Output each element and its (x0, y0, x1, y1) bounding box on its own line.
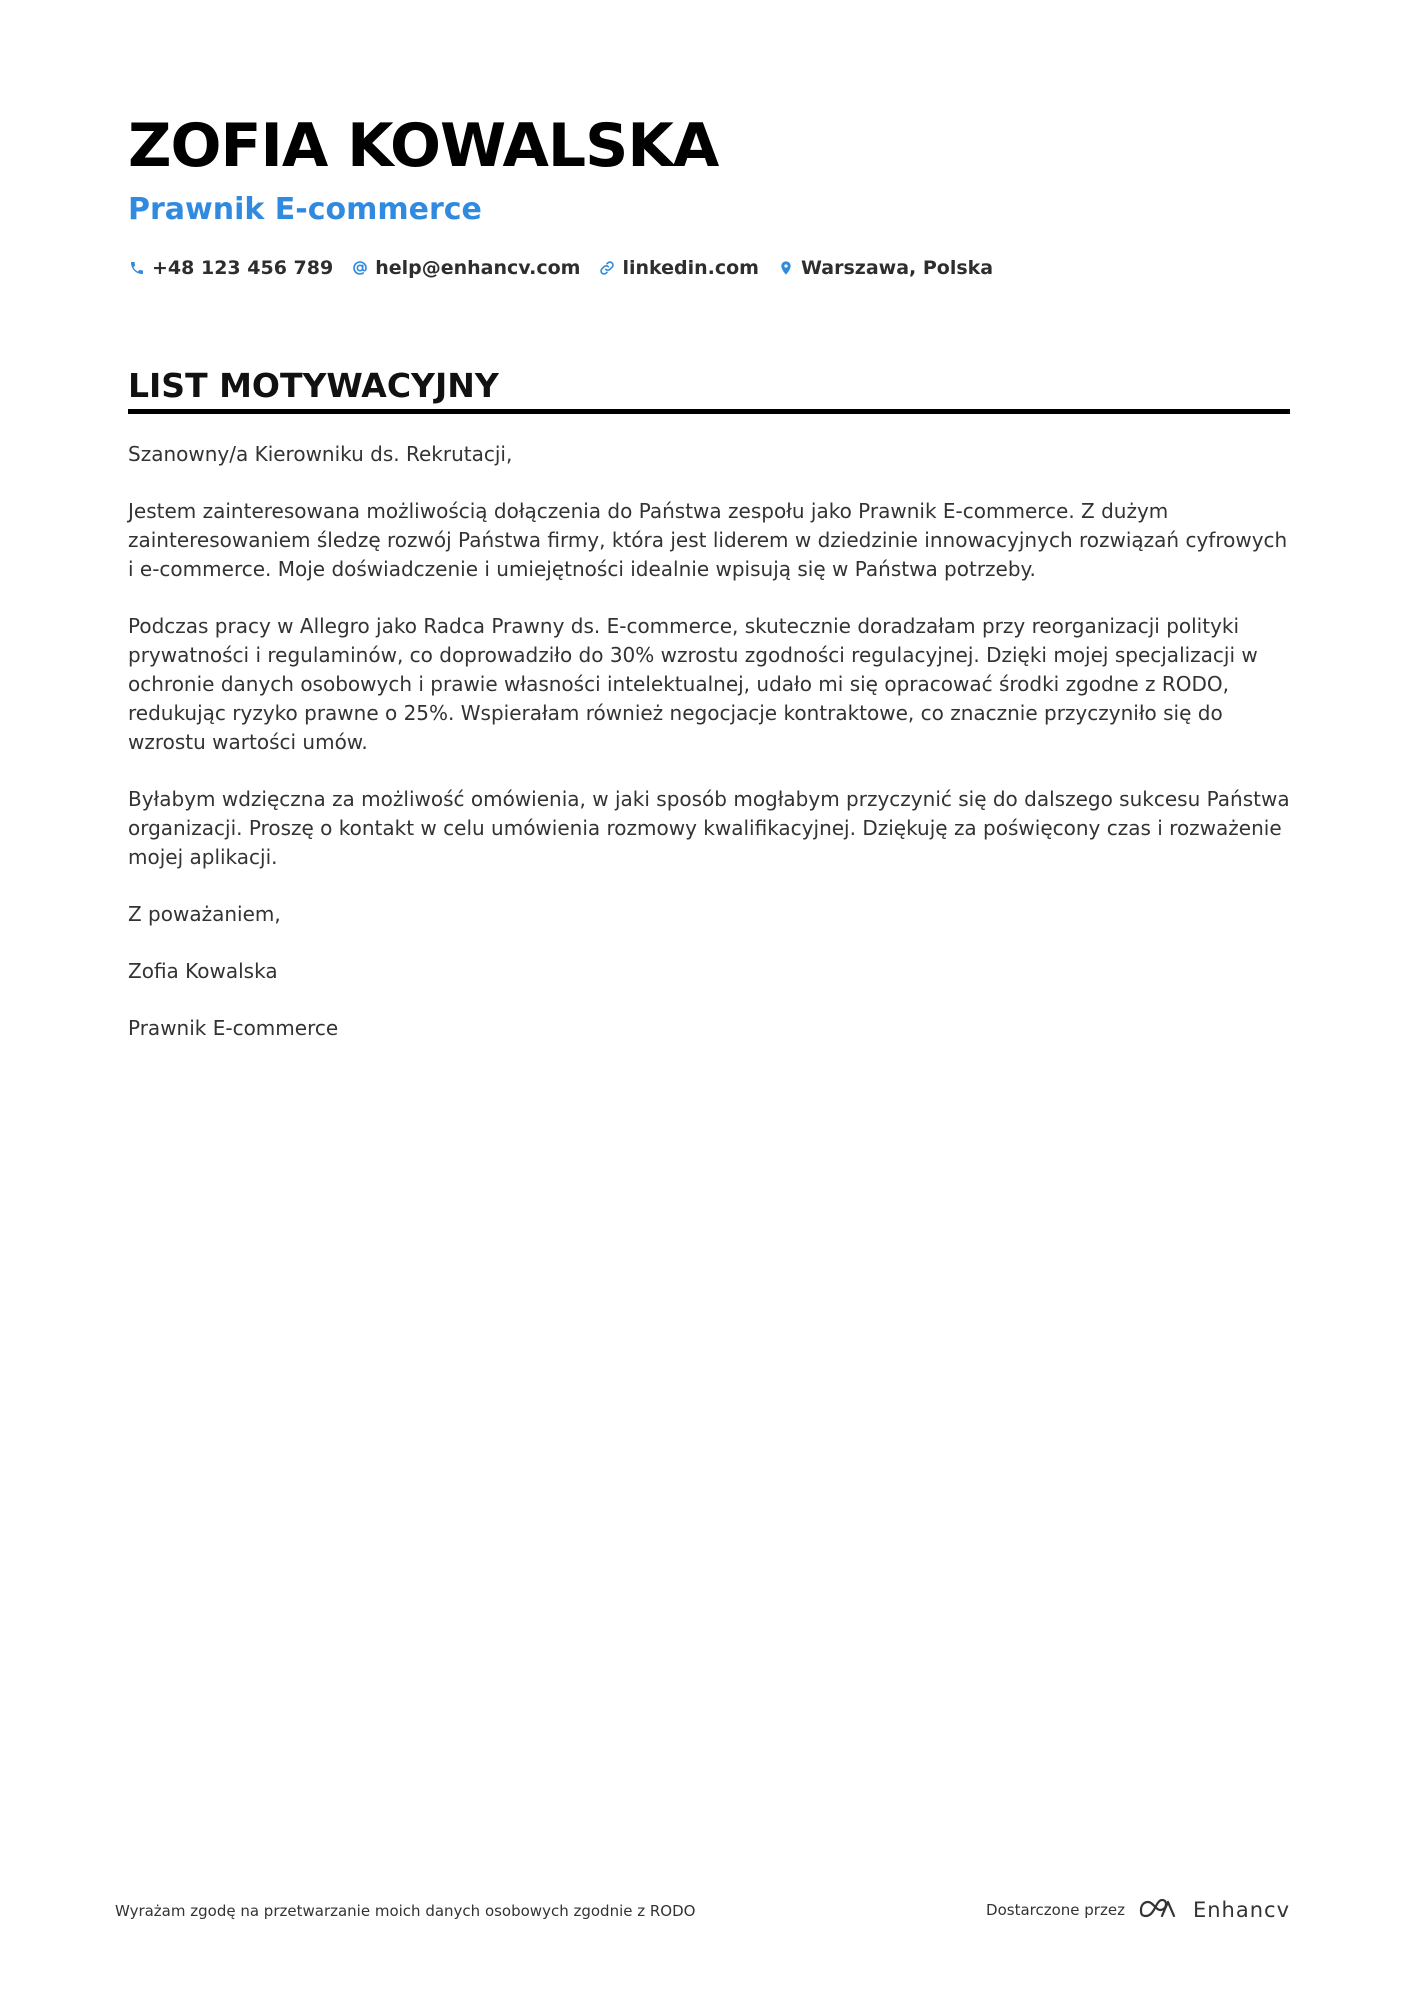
cover-letter-page (128, 0, 1290, 1995)
signature-title: Prawnik E-commerce (128, 1016, 339, 1040)
letter-closing: Z poważaniem, (128, 902, 281, 926)
linkedin-text: linkedin.com (622, 257, 759, 279)
contact-bar (128, 252, 1011, 284)
phone-icon (128, 259, 146, 277)
letter-paragraph: Byłabym wdzięczna za możliwość omówienia, w jaki sposób mogłabym przyczynić się do dalszego sukcesu Państwa organizacji. Proszę o kontakt w celu umówienia rozmowy kwalifikacyjnej. Dziękuję za poświęcony czas i rozważenie mojej aplikacji. (128, 787, 1290, 869)
letter-body (128, 440, 1290, 1071)
brand-name: Enhancv (1192, 1898, 1290, 1922)
contact-location (777, 257, 993, 279)
link-icon (598, 259, 616, 277)
email-text: help@enhancv.com (375, 257, 581, 279)
section-divider (128, 409, 1290, 414)
candidate-name: ZOFIA KOWALSKA (128, 111, 719, 181)
at-icon (351, 259, 369, 277)
gdpr-consent: Wyrażam zgodę na przetwarzanie moich danych osobowych zgodnie z RODO (115, 1902, 696, 1920)
contact-phone (128, 257, 333, 279)
phone-text: +48 123 456 789 (152, 257, 334, 279)
enhancv-logo-icon (1137, 1897, 1183, 1923)
letter-greeting: Szanowny/a Kierowniku ds. Rekrutacji, (128, 442, 513, 466)
provided-by[interactable] (986, 1890, 1290, 1930)
provided-by-label: Dostarczone przez (986, 1901, 1125, 1919)
signature-name: Zofia Kowalska (128, 959, 278, 983)
contact-email[interactable] (351, 257, 580, 279)
section-title: LIST MOTYWACYJNY (128, 366, 499, 405)
location-text: Warszawa, Polska (800, 257, 994, 279)
contact-linkedin[interactable] (598, 257, 759, 279)
letter-paragraph: Jestem zainteresowana możliwością dołączenia do Państwa zespołu jako Prawnik E-commerce. Z dużym zainteresowaniem śledzę rozwój Państwa firmy, która jest liderem w dziedzinie innowacyjnych rozwiązań cyfrowych i e-commerce. Moje doświadczenie i umiejętności idealnie wpisują się w Państwa potrzeby. (128, 499, 1288, 581)
footer (115, 1890, 1290, 1930)
location-pin-icon (777, 259, 795, 277)
job-title: Prawnik E-commerce (128, 192, 482, 227)
letter-paragraph: Podczas pracy w Allegro jako Radca Prawny ds. E-commerce, skutecznie doradzałam przy reorganizacji polityki prywatności i regulaminów, co doprowadziło do 30% wzrostu zgodności regulacyjnej. Dzięki mojej specjalizacji w ochronie danych osobowych i prawie własności intelektualnej, udało mi się opracować środki zgodne z RODO, redukując ryzyko prawne o 25%. Wspierałam również negocjacje kontraktowe, co znacznie przyczyniło się do wzrostu wartości umów. (128, 614, 1258, 754)
